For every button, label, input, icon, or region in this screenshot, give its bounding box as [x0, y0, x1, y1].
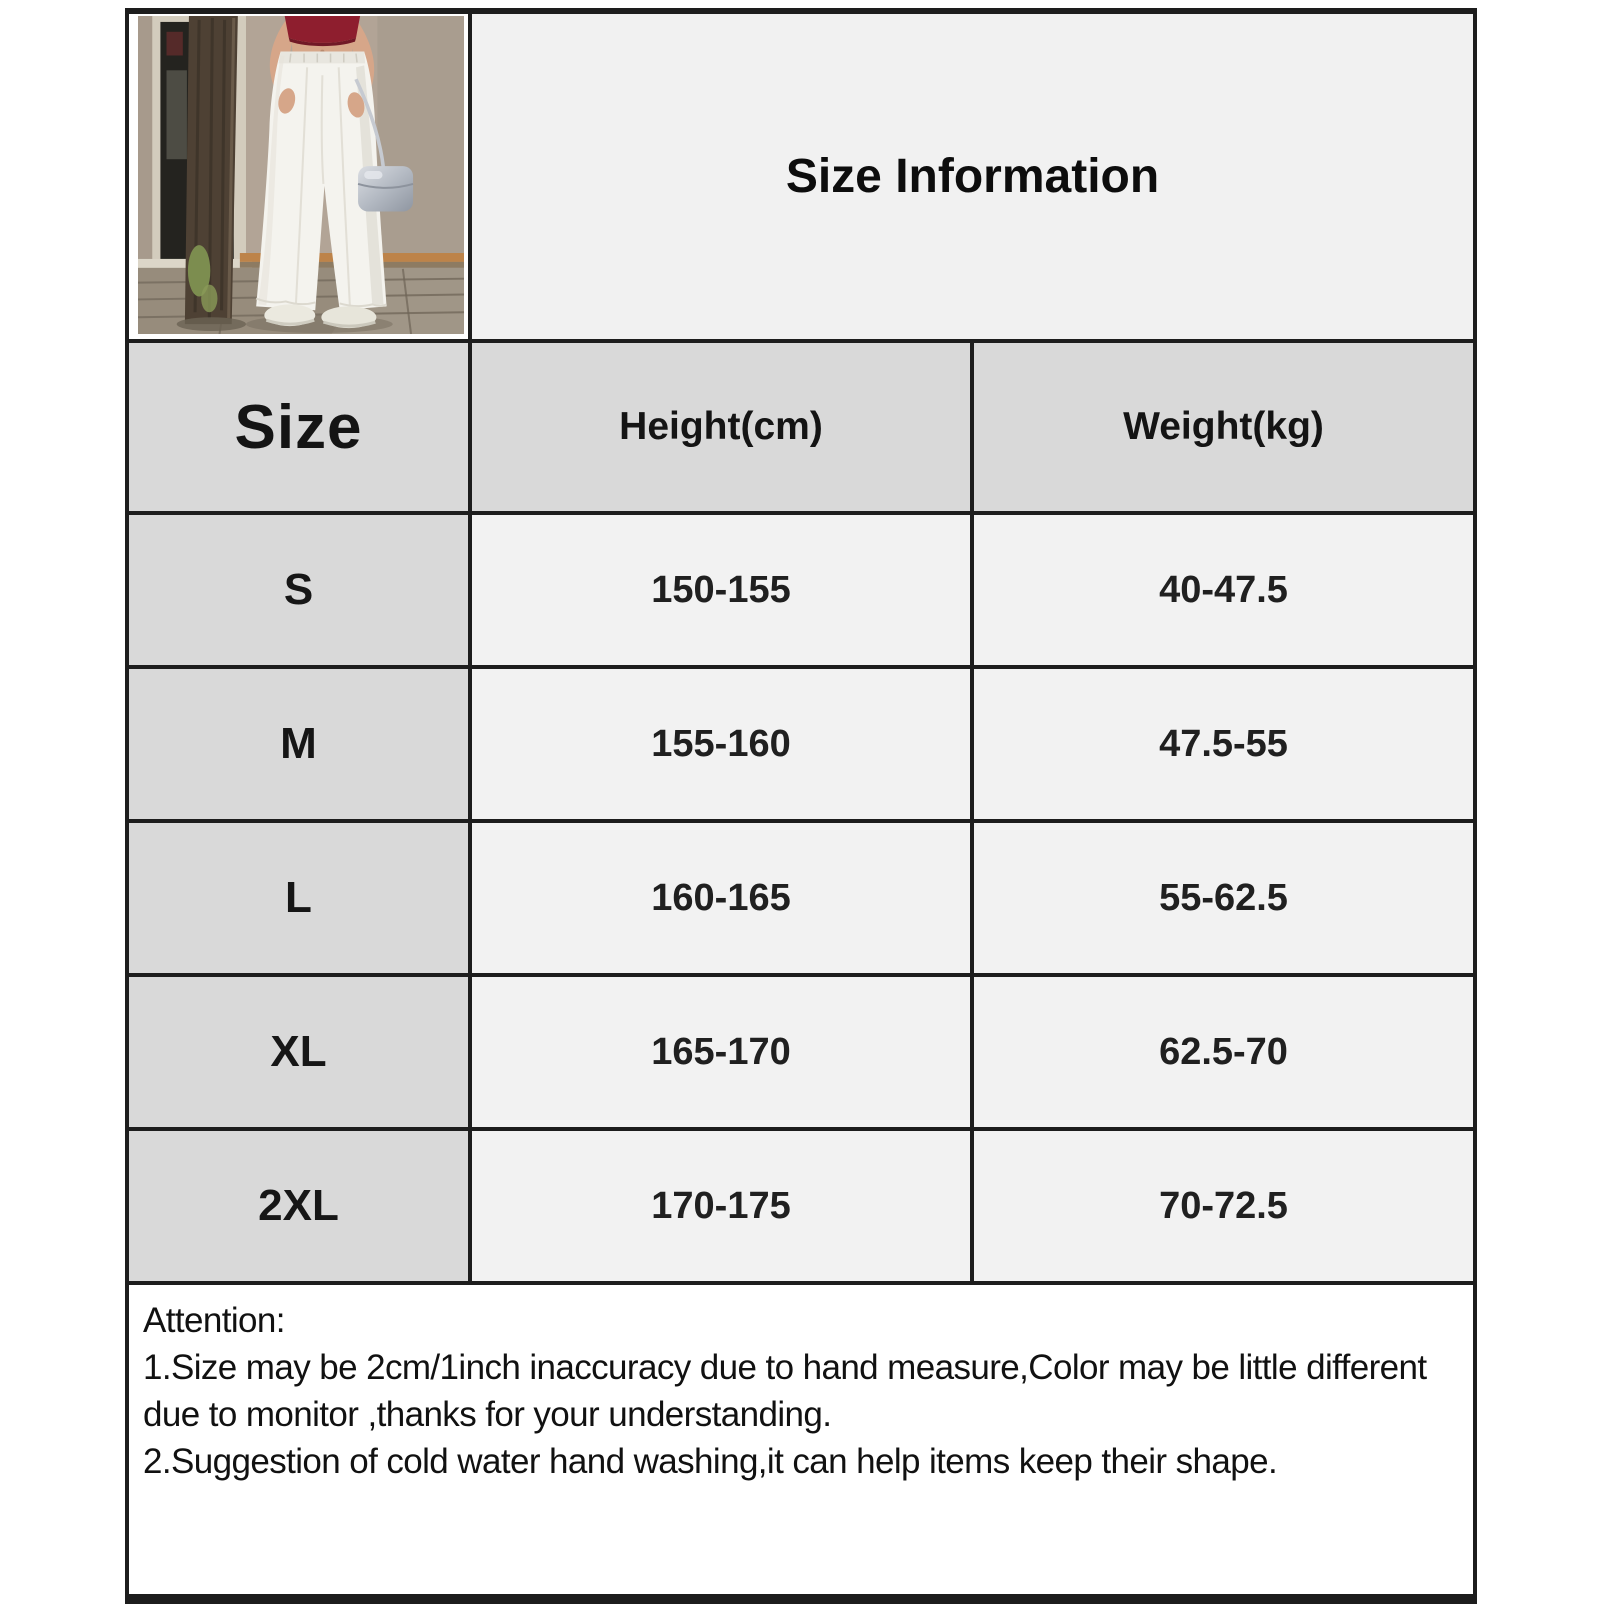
- product-photo-illustration: [138, 16, 464, 334]
- attention-row: [127, 1283, 1475, 1599]
- attention-note-1: 1.Size may be 2cm/1inch inaccuracy due to hand measure,Color may be little different due to monitor ,thanks for your understanding.: [143, 1348, 1427, 1434]
- title-panel: [470, 11, 1475, 341]
- size-cell: M: [127, 667, 470, 821]
- table-row-m: [127, 667, 1475, 821]
- table-row-s: [127, 513, 1475, 667]
- page-title: Size Information: [785, 150, 1160, 203]
- weight-cell: 47.5-55: [972, 667, 1475, 821]
- product-photo: [138, 16, 464, 334]
- weight-cell: 55-62.5: [972, 821, 1475, 975]
- table-row-xl: [127, 975, 1475, 1129]
- table-row-2xl: [127, 1129, 1475, 1283]
- column-header-height: Height(cm): [470, 341, 972, 513]
- size-table: [125, 8, 1477, 1604]
- product-photo-cell: [127, 11, 470, 341]
- height-cell: 150-155: [470, 513, 972, 667]
- height-cell: 165-170: [470, 975, 972, 1129]
- table-header-row: [127, 341, 1475, 513]
- size-cell: L: [127, 821, 470, 975]
- top-row: [127, 11, 1475, 341]
- weight-cell: 70-72.5: [972, 1129, 1475, 1283]
- weight-cell: 40-47.5: [972, 513, 1475, 667]
- column-header-weight: Weight(kg): [972, 341, 1475, 513]
- attention-heading: Attention:: [143, 1301, 285, 1340]
- height-cell: 160-165: [470, 821, 972, 975]
- attention-section: [127, 1283, 1475, 1599]
- weight-cell: 62.5-70: [972, 975, 1475, 1129]
- attention-note-2: 2.Suggestion of cold water hand washing,it can help items keep their shape.: [143, 1442, 1278, 1481]
- size-cell: XL: [127, 975, 470, 1129]
- table-row-l: [127, 821, 1475, 975]
- size-cell: S: [127, 513, 470, 667]
- height-cell: 155-160: [470, 667, 972, 821]
- column-header-size: Size: [127, 341, 470, 513]
- height-cell: 170-175: [470, 1129, 972, 1283]
- size-cell: 2XL: [127, 1129, 470, 1283]
